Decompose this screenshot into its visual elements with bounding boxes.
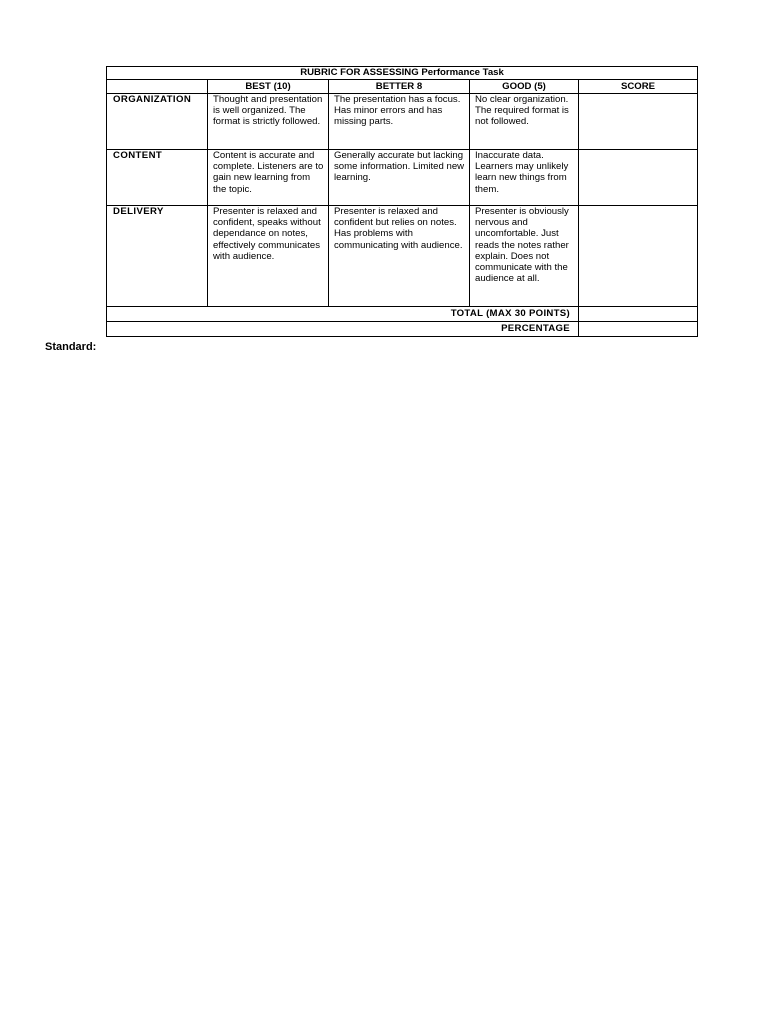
- percentage-row: [107, 322, 698, 337]
- content-better-description: Generally accurate but lacking some information. Limited new learning.: [329, 150, 470, 206]
- organization-good-description: No clear organization. The required format is not followed.: [470, 94, 579, 150]
- standard-label: Standard:: [45, 341, 97, 353]
- organization-score-cell[interactable]: [579, 94, 698, 150]
- percentage-score-cell[interactable]: [579, 322, 698, 337]
- criterion-delivery: DELIVERY: [107, 206, 208, 307]
- criterion-organization: ORGANIZATION: [107, 94, 208, 150]
- table-row: [107, 94, 698, 150]
- rubric-title: RUBRIC FOR ASSESSING Performance Task: [107, 67, 698, 80]
- delivery-better-description: Presenter is relaxed and confident but relies on notes. Has problems with communicating with audience.: [329, 206, 470, 307]
- organization-better-description: The presentation has a focus. Has minor errors and has missing parts.: [329, 94, 470, 150]
- header-best: BEST (10): [208, 80, 329, 94]
- rubric-table: [106, 66, 698, 337]
- content-good-description: Inaccurate data. Learners may unlikely learn new things from them.: [470, 150, 579, 206]
- title-row: [107, 67, 698, 80]
- header-better: BETTER 8: [329, 80, 470, 94]
- total-row: [107, 307, 698, 322]
- total-label: TOTAL (MAX 30 POINTS): [107, 307, 579, 322]
- content-score-cell[interactable]: [579, 150, 698, 206]
- delivery-score-cell[interactable]: [579, 206, 698, 307]
- organization-best-description: Thought and presentation is well organized. The format is strictly followed.: [208, 94, 329, 150]
- header-good: GOOD (5): [470, 80, 579, 94]
- total-score-cell[interactable]: [579, 307, 698, 322]
- delivery-best-description: Presenter is relaxed and confident, speaks without dependance on notes, effectively communicates with audience.: [208, 206, 329, 307]
- percentage-label: PERCENTAGE: [107, 322, 579, 337]
- table-row: [107, 150, 698, 206]
- header-score: SCORE: [579, 80, 698, 94]
- delivery-good-description: Presenter is obviously nervous and uncomfortable. Just reads the notes rather explain. Does not communicate with the audience at all.: [470, 206, 579, 307]
- header-criterion-empty: [107, 80, 208, 94]
- header-row: [107, 80, 698, 94]
- criterion-content: CONTENT: [107, 150, 208, 206]
- table-row: [107, 206, 698, 307]
- content-best-description: Content is accurate and complete. Listeners are to gain new learning from the topic.: [208, 150, 329, 206]
